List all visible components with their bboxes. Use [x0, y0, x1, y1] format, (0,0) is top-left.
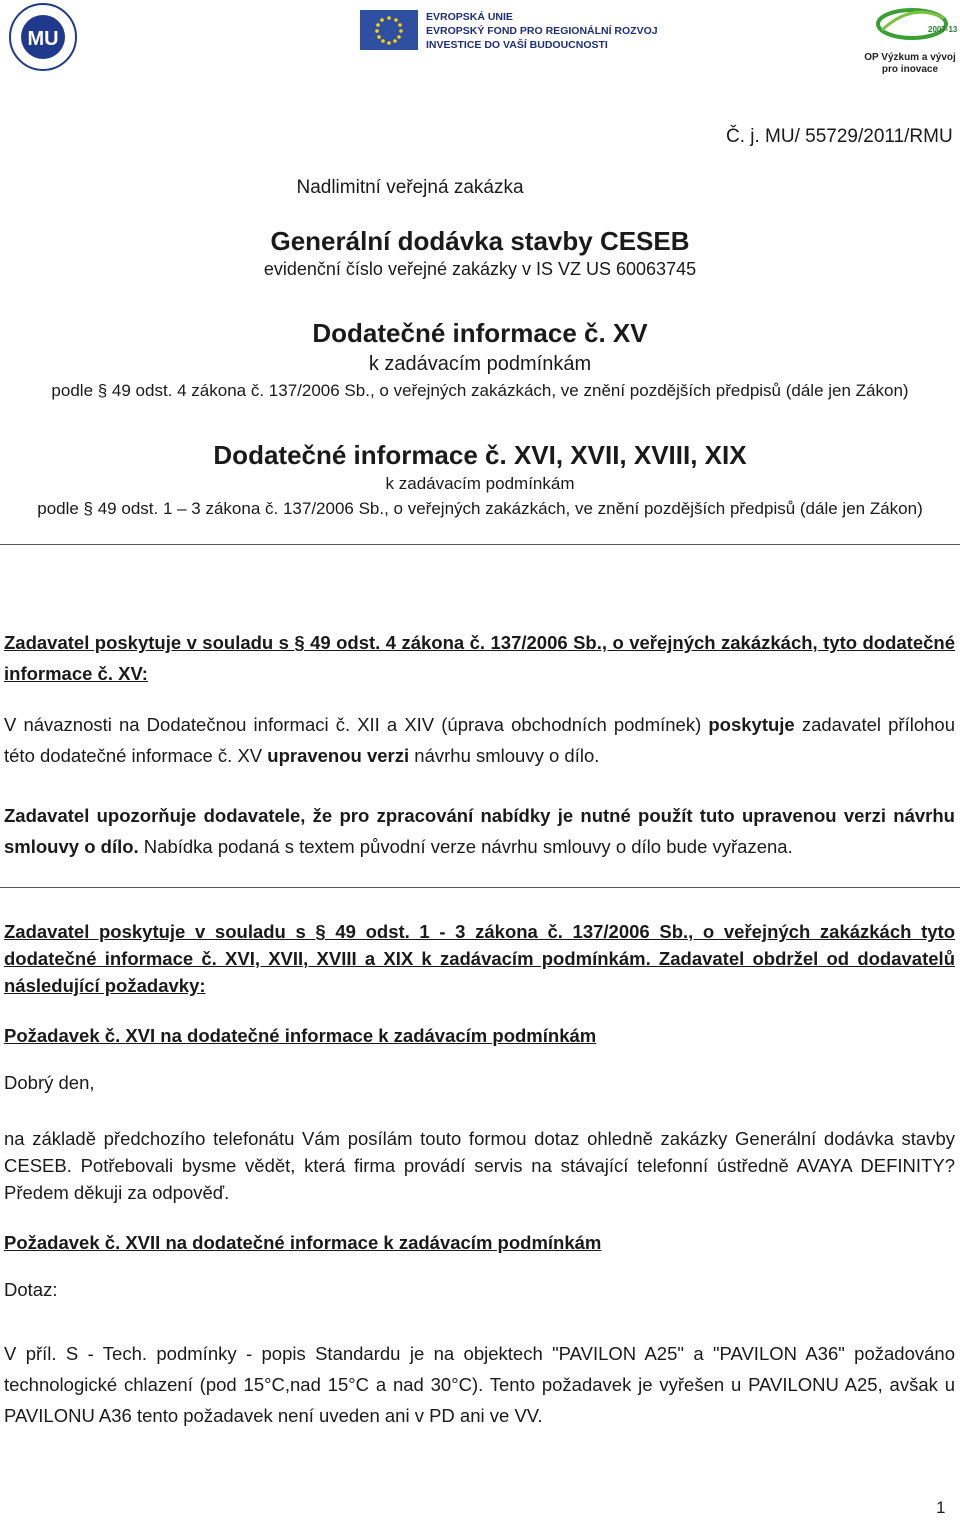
p1-text: návrhu smlouvy o dílo. — [409, 745, 600, 766]
section2-intro: Zadavatel poskytuje v souladu s § 49 odst. 1 - 3 zákona č. 137/2006 Sb., o veřejných zakázkách tyto dodatečné informace č. XVI, XVII, XVIII a XIX k zadávacím podmínkám. Zadavatel obdržel od dodavatelů následující požadavky: — [4, 921, 955, 996]
block2-law: podle § 49 odst. 1 – 3 zákona č. 137/2006 Sb., o veřejných zakázkách, ve znění pozdějších předpisů (dále jen Zákon) — [37, 499, 923, 518]
section1-intro: Zadavatel poskytuje v souladu s § 49 odst. 4 zákona č. 137/2006 Sb., o veřejných zakázkách, tyto dodatečné informace č. XV: — [4, 632, 955, 684]
divider — [0, 544, 960, 545]
page-title: Generální dodávka stavby CESEB — [270, 226, 690, 256]
eu-line: EVROPSKÁ UNIE — [426, 11, 513, 23]
request16-greeting: Dobrý den, — [4, 1072, 95, 1093]
request17-body: V příl. S - Tech. podmínky - popis Standardu je na objektech "PAVILON A25" a "PAVILON A36" požadováno technologické chlazení (pod 15°C,nad 15°C a nad 30°C). Tento požadavek je vyřešen u PAVILONU A25, avšak u PAVILONU A36 tento požadavek není uveden ani v PD ani ve VV. — [4, 1343, 955, 1426]
section1-paragraph1 — [4, 709, 955, 771]
request17-question-label: Dotaz: — [4, 1279, 58, 1300]
op-logo-years: 2007-13 — [928, 25, 958, 34]
tender-type: Nadlimitní veřejná zakázka — [296, 177, 524, 198]
p1-text: zadavatel přílohou této dodatečné informace č. XV — [4, 714, 955, 766]
eu-flag-icon — [360, 10, 418, 50]
p1-bold: upravenou verzi — [267, 745, 410, 766]
block2-sub: k zadávacím podmínkám — [385, 474, 575, 493]
p1-bold: poskytuje — [708, 714, 795, 735]
reference-number: Č. j. MU/ 55729/2011/RMU — [726, 126, 953, 147]
eu-line: EVROPSKÝ FOND PRO REGIONÁLNÍ ROZVOJ — [426, 25, 658, 37]
warning-text: Zadavatel upozorňuje dodavatele, že pro zpracování nabídky je nutné použít tuto upravenou verzi návrhu smlouvy o dílo. — [4, 805, 955, 857]
page-number: 1 — [936, 1498, 946, 1517]
warning-rest: Nabídka podaná s textem původní verze návrhu smlouvy o dílo bude vyřazena. — [138, 836, 793, 857]
block1-law: podle § 49 odst. 4 zákona č. 137/2006 Sb., o veřejných zakázkách, ve znění pozdějších předpisů (dále jen Zákon) — [51, 381, 909, 400]
op-line: pro inovace — [881, 64, 939, 75]
section1-paragraph2 — [4, 800, 955, 862]
block1-sub: k zadávacím podmínkám — [368, 353, 592, 375]
block2-heading: Dodatečné informace č. XVI, XVII, XVIII, XIX — [213, 440, 747, 470]
evidence-number: evidenční číslo veřejné zakázky v IS VZ US 60063745 — [263, 259, 697, 279]
divider — [0, 887, 960, 888]
university-logo — [8, 2, 78, 72]
request16-title: Požadavek č. XVI na dodatečné informace k zadávacím podmínkám — [4, 1025, 597, 1046]
university-logo-mark: MU — [27, 28, 59, 50]
eu-logo-text — [426, 10, 658, 52]
eu-line: INVESTICE DO VAŠÍ BUDOUCNOSTI — [426, 39, 608, 51]
request17-title: Požadavek č. XVII na dodatečné informace k zadávacím podmínkám — [4, 1232, 602, 1253]
request16-body: na základě předchozího telefonátu Vám posílám touto formou dotaz ohledně zakázky Generální dodávka stavby CESEB. Potřebovali bysme vědět, která firma provádí servis na stávající telefonní ústředně AVAYA DEFINITY? Předem děkuji za odpověď. — [4, 1128, 955, 1203]
op-logo-text — [862, 52, 958, 76]
op-line: OP Výzkum a vývoj — [864, 52, 956, 63]
p1-text: V návaznosti na Dodatečnou informaci č. XII a XIV (úprava obchodních podmínek) — [4, 714, 709, 735]
block1-heading: Dodatečné informace č. XV — [312, 318, 648, 348]
